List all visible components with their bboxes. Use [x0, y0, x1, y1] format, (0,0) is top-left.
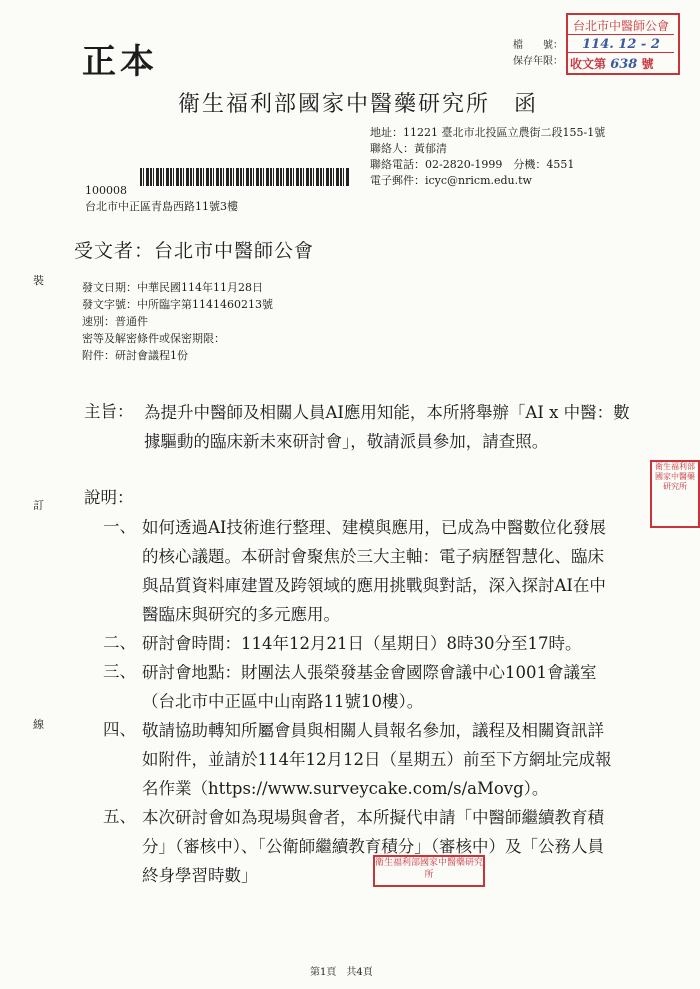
receipt-stamp-org: 台北市中醫師公會 — [572, 19, 669, 33]
item-text: 敬請協助轉知所屬會員與相關人員報名參加，議程及相關資訊詳如附件，並請於114年12月12日（星期五）前至下方網址完成報名作業（https://www.surveycake.com/s/aMovg）。 — [142, 721, 612, 798]
contact-person: 聯絡人：黃郁清 — [370, 142, 447, 155]
issue-date: 發文日期：中華民國114年11月28日 — [82, 281, 263, 294]
barcode — [140, 168, 350, 186]
subject-label: 主旨： — [84, 402, 134, 421]
item-text: 如何透過AI技術進行整理、建模與應用，已成為中醫數位化發展的核心議題。本研討會聚焦於三大主軸：電子病歷智慧化、臨床與品質資料庫建置及跨領域的應用挑戰與對話，深入探討AI在中醫臨床與研究的多元應用。 — [142, 518, 606, 624]
secrecy-level: 密等及解密條件或保密期限： — [82, 332, 225, 345]
archive-number-label: 檔 號： — [513, 40, 563, 51]
item-text: 研討會時間：114年12月21日（星期日）8時30分至17時。 — [142, 634, 582, 653]
item-number: 四、 — [103, 720, 136, 739]
receipt-stamp-prefix: 收文第 — [570, 57, 607, 71]
item-number: 五、 — [103, 807, 136, 826]
document-number: 發文字號：中所臨字第1141460213號 — [82, 298, 273, 311]
document-meta — [82, 279, 273, 364]
contact-block — [370, 125, 605, 189]
contact-phone: 聯絡電話：02-2820-1999 分機：4551 — [370, 158, 575, 171]
subject-text: 為提升中醫師及相關人員AI應用知能，本所將舉辦「AI x 中醫：數據驅動的臨床新未來研討會」，敬請派員參加，請查照。 — [144, 403, 630, 451]
retention-period-label: 保存年限： — [513, 56, 563, 67]
attachment: 附件：研討會議程1份 — [82, 349, 188, 362]
receipt-stamp-suffix: 號 — [641, 57, 654, 71]
item-number: 一、 — [103, 517, 136, 536]
archive-fields — [505, 38, 563, 70]
description-label: 說明： — [84, 488, 134, 507]
item-number: 二、 — [103, 633, 136, 652]
recipient: 受文者：台北市中醫師公會 — [74, 240, 315, 262]
receipt-stamp — [566, 13, 680, 75]
postal-code: 100008 — [85, 184, 127, 197]
item-number: 三、 — [103, 662, 136, 681]
official-seal-right: 衛生福利部國家中醫藥研究所 — [650, 460, 700, 528]
receipt-stamp-date: 114. 12 - 2 — [582, 37, 660, 52]
official-seal-bottom: 衛生福利部國家中醫藥研究所 — [373, 855, 485, 887]
mailing-address: 台北市中正區青島西路11號3樓 — [85, 200, 238, 213]
binding-mark-bottom: 線 — [33, 718, 44, 731]
receipt-stamp-handwritten-number: 638 — [610, 57, 638, 72]
contact-email: 電子郵件：icyc@nricm.edu.tw — [370, 174, 532, 187]
document-title: 衛生福利部國家中醫藥研究所 函 — [178, 92, 539, 117]
speed-class: 速別：普通件 — [82, 315, 148, 328]
receipt-stamp-number — [570, 55, 676, 72]
contact-address: 地址：11221 臺北市北投區立農街二段155-1號 — [370, 126, 606, 139]
binding-mark-middle: 訂 — [33, 499, 44, 512]
copy-mark: 正本 — [82, 42, 158, 82]
binding-mark-top: 裝 — [33, 274, 44, 287]
page-number: 第1頁 共4頁 — [310, 967, 373, 978]
item-text: 本次研討會如為現場與會者，本所擬代申請「中醫師繼續教育積分」（審核中）、「公衛師繼續教育積分」（審核中）及「公務人員終身學習時數」 — [142, 808, 604, 885]
item-text: 研討會地點：財團法人張榮發基金會國際會議中心1001會議室（台北市中正區中山南路11號10樓）。 — [142, 663, 597, 711]
